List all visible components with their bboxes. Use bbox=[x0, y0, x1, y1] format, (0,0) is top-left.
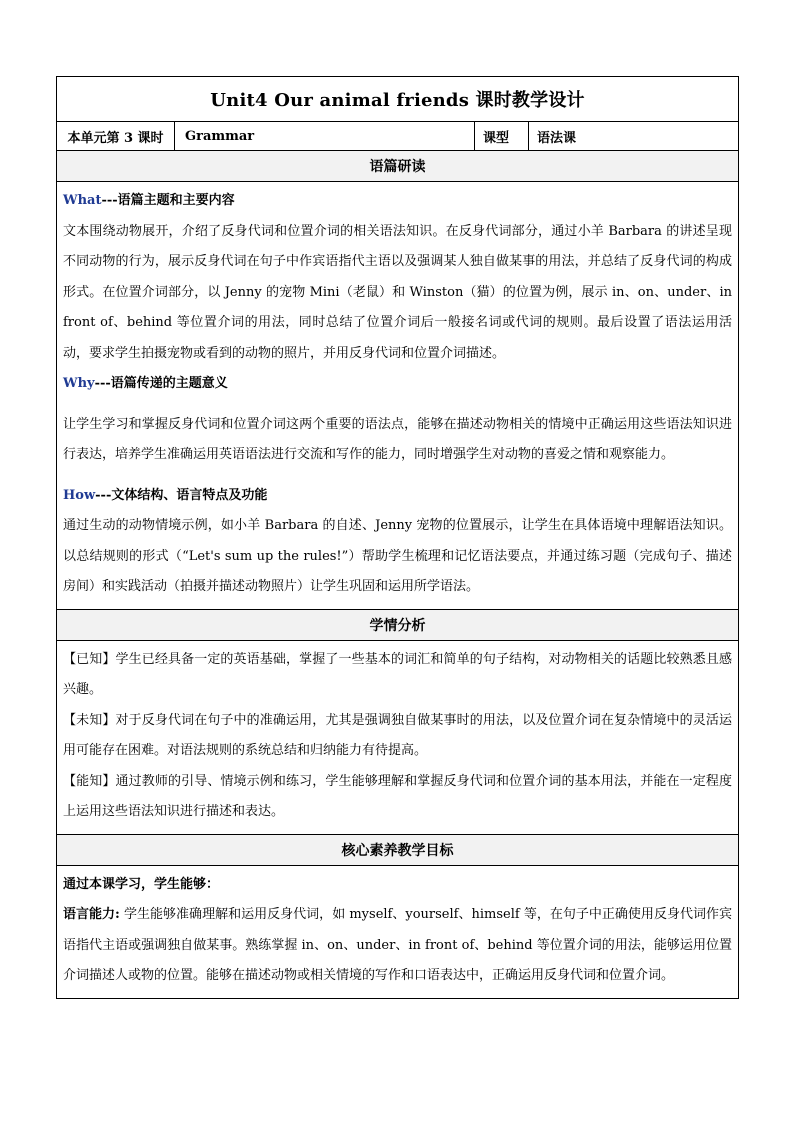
section-heading-analysis: 学情分析 bbox=[57, 609, 739, 640]
what-keyword: What bbox=[63, 193, 102, 208]
lesson-plan-table bbox=[56, 76, 739, 999]
why-keyword: Why bbox=[63, 376, 95, 391]
lesson-type-label: 课型 bbox=[475, 122, 529, 151]
how-paragraph: 通过生动的动物情境示例，如小羊 Barbara 的自述、Jenny 宠物的位置展示，让学生在具体语境中理解语法知识。以总结规则的形式（“Let's sum up the rules!”）帮助学生梳理和记忆语法要点，并通过练习题（完成句子、描述房间）和实践活动（拍摄并描述动物照片）让学生巩固和运用所学语法。 bbox=[63, 518, 732, 594]
lesson-type-value: 语法课 bbox=[529, 122, 739, 151]
what-title: ---语篇主题和主要内容 bbox=[101, 193, 235, 208]
lesson-plan-document bbox=[56, 76, 738, 999]
what-paragraph: 文本围绕动物展开，介绍了反身代词和位置介词的相关语法知识。在反身代词部分，通过小羊 Barbara 的讲述呈现不同动物的行为，展示反身代词在句子中作宾语指代主语以及强调某人独自做某事的用法，并总结了反身代词的构成形式。在位置介词部分，以 Jenny 的宠物 Mini（老鼠）和 Winston（猫）的位置为例，展示 in、on、under、in front of、behind 等位置介词的用法，同时总结了位置介词后一般接名词或代词的规则。最后设置了语法运用活动，要求学生拍摄宠物或看到的动物的照片，并用反身代词和位置介词描述。 bbox=[63, 223, 732, 361]
section-heading-goals: 核心素养教学目标 bbox=[57, 834, 739, 865]
language-ability-text: 学生能够准确理解和运用反身代词，如 myself、yourself、himself 等，在句子中正确使用反身代词作宾语指代主语或强调独自做某事。熟练掌握 in、on、under、in front of、behind 等位置介词的用法，能够运用位置介词描述人或物的位置。能够在描述动物或相关情境的写作和口语表达中，正确运用反身代词和位置介词。 bbox=[63, 907, 732, 983]
analysis-able: 【能知】通过教师的引导、情境示例和练习，学生能够理解和掌握反身代词和位置介词的基本用法，并能在一定程度上运用这些语法知识进行描述和表达。 bbox=[63, 773, 732, 819]
analysis-section-body bbox=[57, 640, 739, 834]
reading-section-body bbox=[57, 182, 739, 610]
lesson-number: 本单元第 3 课时 bbox=[57, 122, 175, 151]
analysis-known: 【已知】学生已经具备一定的英语基础，掌握了一些基本的词汇和简单的句子结构，对动物相关的话题比较熟悉且感兴趣。 bbox=[63, 651, 732, 697]
document-title: Unit4 Our animal friends 课时教学设计 bbox=[57, 77, 739, 122]
lesson-topic: Grammar bbox=[175, 122, 475, 151]
goals-section-body bbox=[57, 865, 739, 998]
info-row bbox=[57, 122, 739, 151]
how-keyword: How bbox=[63, 487, 96, 503]
why-title: ---语篇传递的主题意义 bbox=[94, 376, 228, 391]
why-paragraph: 让学生学习和掌握反身代词和位置介词这两个重要的语法点，能够在描述动物相关的情境中正确运用这些语法知识进行表达，培养学生准确运用英语语法进行交流和写作的能力，同时增强学生对动物的喜爱之情和观察能力。 bbox=[63, 416, 732, 462]
language-ability-label: 语言能力: bbox=[63, 907, 120, 922]
goals-language-ability bbox=[63, 900, 732, 992]
section-heading-reading: 语篇研读 bbox=[57, 151, 739, 182]
why-heading bbox=[63, 369, 732, 400]
how-title: ---文体结构、语言特点及功能 bbox=[95, 487, 268, 503]
how-heading bbox=[63, 481, 732, 512]
goals-intro: 通过本课学习，学生能够： bbox=[63, 876, 220, 892]
what-heading bbox=[63, 186, 732, 217]
analysis-unknown: 【未知】对于反身代词在句子中的准确运用，尤其是强调独自做某事时的用法，以及位置介词在复杂情境中的灵活运用可能存在困难。对语法规则的系统总结和归纳能力有待提高。 bbox=[63, 712, 732, 758]
